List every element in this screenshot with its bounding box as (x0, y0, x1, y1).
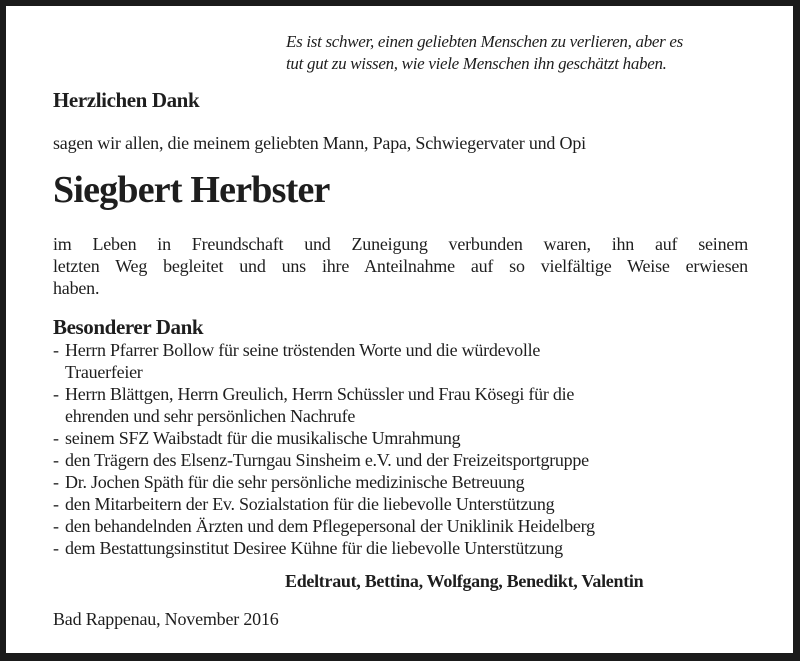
list-item-line: Herrn Blättgen, Herrn Greulich, Herrn Schüssler und Frau Kösegi für die (65, 384, 575, 404)
list-item (53, 383, 753, 427)
body-line: letzten Weg begleitet und uns ihre Anteilnahme auf so vielfältige Weise erwiesen (53, 256, 748, 276)
body-line: haben. (53, 278, 100, 298)
dash-bullet: - (53, 340, 59, 360)
dash-bullet: - (53, 472, 59, 492)
dash-bullet: - (53, 538, 59, 558)
list-item (53, 493, 753, 515)
intro-text: sagen wir allen, die meinem geliebten Mann, Papa, Schwiegervater und Opi (53, 133, 586, 153)
dash-bullet: - (53, 450, 59, 470)
list-item-line: Herrn Pfarrer Bollow für seine tröstenden Worte und die würdevolle (65, 340, 541, 360)
list-item-line: seinem SFZ Waibstadt für die musikalische Umrahmung (65, 428, 461, 448)
list-item-line: dem Bestattungsinstitut Desiree Kühne für die liebevolle Unterstützung (65, 538, 563, 558)
motto-quote (286, 31, 683, 75)
dash-bullet: - (53, 384, 59, 404)
motto-line: Es ist schwer, einen geliebten Menschen zu verlieren, aber es (286, 32, 683, 51)
dash-bullet: - (53, 516, 59, 536)
dash-bullet: - (53, 428, 59, 448)
list-item (53, 449, 753, 471)
list-item (53, 339, 753, 383)
list-item (53, 515, 753, 537)
obituary-thank-you-notice (6, 6, 793, 653)
motto-line: tut gut zu wissen, wie viele Menschen ihn geschätzt haben. (286, 54, 667, 73)
list-item (53, 427, 753, 449)
list-item-line: den behandelnden Ärzten und dem Pflegepersonal der Uniklinik Heidelberg (65, 516, 595, 536)
list-item-line: Dr. Jochen Späth für die sehr persönliche medizinische Betreuung (65, 472, 525, 492)
special-thanks-list (53, 339, 753, 559)
list-item-line: den Mitarbeitern der Ev. Sozialstation für die liebevolle Unterstützung (65, 494, 555, 514)
list-item-line: Trauerfeier (65, 362, 143, 382)
body-line: im Leben in Freundschaft und Zuneigung verbunden waren, ihn auf seinem (53, 234, 748, 254)
place-date: Bad Rappenau, November 2016 (53, 609, 279, 629)
heading-special-thanks: Besonderer Dank (53, 315, 204, 339)
list-item-line: den Trägern des Elsenz-Turngau Sinsheim e.V. und der Freizeitsportgruppe (65, 450, 589, 470)
signers: Edeltraut, Bettina, Wolfgang, Benedikt, Valentin (285, 571, 644, 591)
deceased-name: Siegbert Herbster (53, 169, 330, 211)
heading-thanks: Herzlichen Dank (53, 88, 200, 112)
dash-bullet: - (53, 494, 59, 514)
list-item (53, 537, 753, 559)
list-item-line: ehrenden und sehr persönlichen Nachrufe (65, 406, 356, 426)
list-item (53, 471, 753, 493)
body-paragraph (53, 233, 748, 299)
